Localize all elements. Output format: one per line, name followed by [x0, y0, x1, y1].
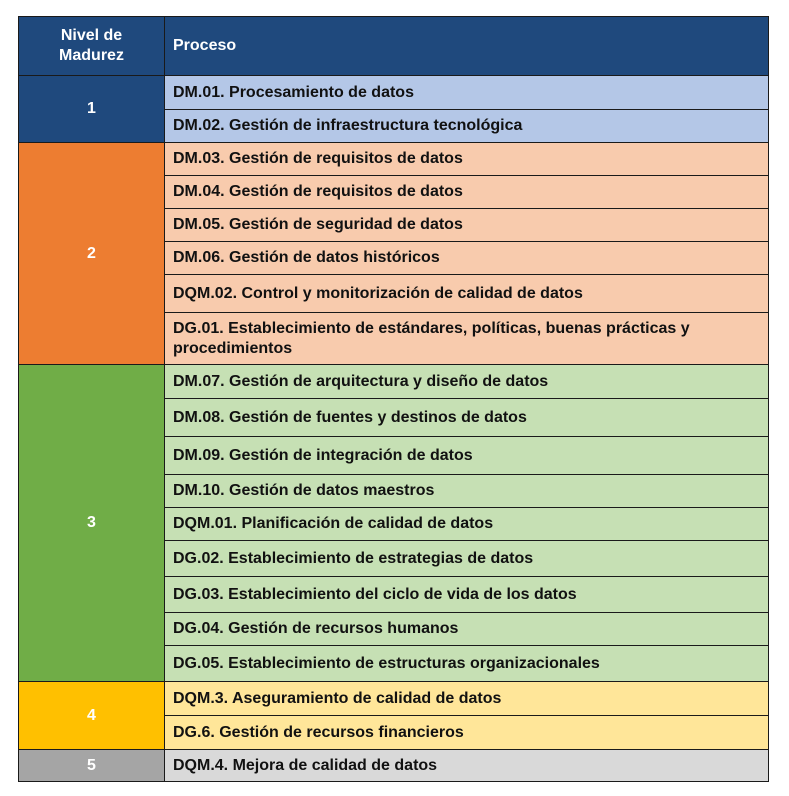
- maturity-level-cell: 1: [19, 76, 165, 143]
- process-cell: DQM.4. Mejora de calidad de datos: [165, 750, 769, 782]
- process-cell: DM.06. Gestión de datos históricos: [165, 242, 769, 275]
- maturity-level-cell: 5: [19, 750, 165, 782]
- process-cell: DM.01. Procesamiento de datos: [165, 76, 769, 110]
- process-cell: DG.04. Gestión de recursos humanos: [165, 613, 769, 646]
- process-cell: DQM.01. Planificación de calidad de datos: [165, 508, 769, 541]
- table-row: [19, 682, 769, 716]
- table-row: [19, 750, 769, 782]
- process-cell: DM.10. Gestión de datos maestros: [165, 475, 769, 508]
- header-level: Nivel de Madurez: [19, 17, 165, 76]
- table-row: [19, 365, 769, 399]
- process-cell: DQM.02. Control y monitorización de calidad de datos: [165, 275, 769, 313]
- process-cell: DM.04. Gestión de requisitos de datos: [165, 176, 769, 209]
- maturity-level-cell: 2: [19, 143, 165, 365]
- process-cell: DG.01. Establecimiento de estándares, políticas, buenas prácticas y procedimientos: [165, 313, 769, 365]
- process-cell: DG.6. Gestión de recursos financieros: [165, 716, 769, 750]
- process-cell: DM.07. Gestión de arquitectura y diseño de datos: [165, 365, 769, 399]
- maturity-level-cell: 3: [19, 365, 165, 682]
- maturity-level-cell: 4: [19, 682, 165, 750]
- process-cell: DM.09. Gestión de integración de datos: [165, 437, 769, 475]
- table-row: [19, 76, 769, 110]
- process-cell: DG.02. Establecimiento de estrategias de datos: [165, 541, 769, 577]
- process-cell: DM.05. Gestión de seguridad de datos: [165, 209, 769, 242]
- process-cell: DG.05. Establecimiento de estructuras organizacionales: [165, 646, 769, 682]
- header-row: [19, 17, 769, 76]
- process-cell: DM.08. Gestión de fuentes y destinos de datos: [165, 399, 769, 437]
- table-body: [19, 76, 769, 782]
- process-cell: DG.03. Establecimiento del ciclo de vida de los datos: [165, 577, 769, 613]
- process-cell: DQM.3. Aseguramiento de calidad de datos: [165, 682, 769, 716]
- table-row: [19, 143, 769, 176]
- process-cell: DM.03. Gestión de requisitos de datos: [165, 143, 769, 176]
- maturity-process-table: [18, 16, 769, 782]
- header-process: Proceso: [165, 17, 769, 76]
- process-cell: DM.02. Gestión de infraestructura tecnológica: [165, 110, 769, 143]
